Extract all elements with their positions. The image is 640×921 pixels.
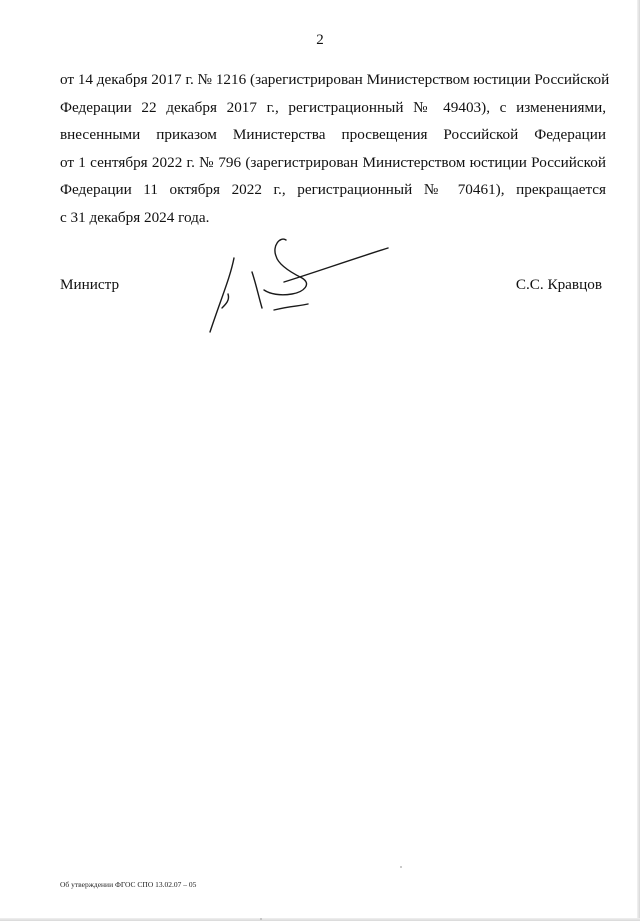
signature-stroke — [210, 258, 234, 332]
signature-stroke — [264, 239, 307, 295]
signature-stroke — [284, 248, 388, 282]
text-line: внесенными приказом Министерства просвещения Российской Федерации — [60, 126, 606, 143]
text-line: от 14 декабря 2017 г. № 1216 (зарегистрирован Министерством юстиции Российской — [60, 71, 610, 88]
scan-speck — [400, 866, 402, 868]
document-footer: Об утверждении ФГОС СПО 13.02.07 – 05 — [60, 880, 197, 889]
signature-stroke — [252, 272, 262, 308]
order-text — [60, 66, 610, 231]
text-line: от 1 сентября 2022 г. № 796 (зарегистрирован Министерством юстиции Российской — [60, 153, 606, 171]
handwritten-signature — [200, 234, 400, 354]
signature-block — [60, 268, 606, 358]
signer-name: С.С. Кравцов — [515, 276, 602, 293]
page-number: 2 — [316, 32, 324, 48]
signer-title: Министр — [60, 276, 120, 293]
text-line: Федерации 11 октября 2022 г., регистрационный № 70461), прекращается — [60, 181, 606, 198]
text-line: с 31 декабря 2024 года. — [60, 208, 210, 226]
scan-speck — [260, 918, 262, 920]
text-line: Федерации 22 декабря 2017 г., регистрационный № 49403), с изменениями, — [60, 98, 606, 116]
signature-stroke — [274, 304, 308, 310]
